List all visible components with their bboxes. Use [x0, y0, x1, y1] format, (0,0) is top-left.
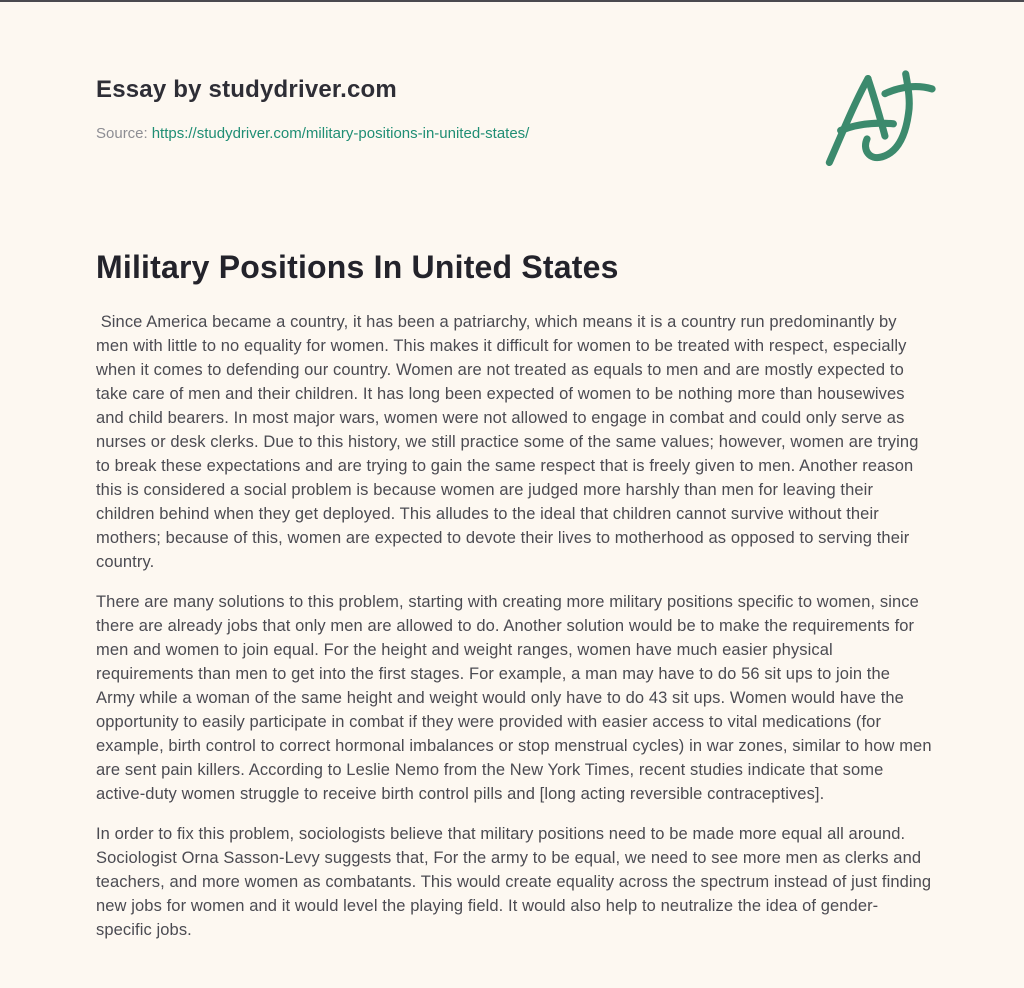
a-plus-logo-icon [818, 64, 950, 178]
essay-page [0, 2, 1024, 988]
essay-paragraph-2: There are many solutions to this problem, starting with creating more military positions specific to women, since there are already jobs that only men are allowed to do. Another solution would be to make the requirements for men and women to join equal. For the height and weight ranges, women have much easier physical requirements than men to get into the first stages. For example, a man may have to do 56 sit ups to join the Army while a woman of the same height and weight would only have to do 43 sit ups. Women would have the opportunity to easily participate in combat if they were provided with easier access to vital medications (for example, birth control to correct hormonal imbalances or stop menstrual cycles) in war zones, similar to how men are sent pain killers. According to Leslie Nemo from the New York Times, recent studies indicate that some active-duty women struggle to receive birth control pills and [long acting reversible contraceptives]. [96, 593, 937, 804]
essay-body [96, 310, 937, 942]
source-link[interactable]: https://studydriver.com/military-positions-in-united-states/ [151, 124, 530, 142]
source-label: Source: [96, 124, 148, 142]
site-title: Essay by studydriver.com [96, 76, 397, 103]
source-line [96, 123, 932, 144]
essay-paragraph-3: In order to fix this problem, sociologists believe that military positions need to be made more equal all around. Sociologist Orna Sasson-Levy suggests that, For the army to be equal, we need to see more men as clerks and teachers, and more women as combatants. This would create equality across the spectrum instead of just finding new jobs for women and it would level the playing field. It would also help to neutralize the idea of gender-specific jobs. [96, 825, 936, 940]
essay-content [96, 248, 937, 942]
document-header [96, 76, 932, 144]
essay-title: Military Positions In United States [96, 248, 619, 285]
essay-paragraph-1: Since America became a country, it has been a patriarchy, which means it is a country run predominantly by men with little to no equality for women. This makes it difficult for women to be treated with respect, especially when it comes to defending our country. Women are not treated as equals to men and are mostly expected to take care of men and their children. It has long been expected of women to be nothing more than housewives and child bearers. In most major wars, women were not allowed to engage in combat and could only serve as nurses or desk clerks. Due to this history, we still practice some of the same values; however, women are trying to break these expectations and are trying to gain the same respect that is freely given to men. Another reason this is considered a social problem is because women are judged more harshly than men for leaving their children behind when they get deployed. This alludes to the ideal that children cannot survive without their mothers; because of this, women are expected to devote their lives to motherhood as opposed to serving their country. [96, 313, 924, 572]
